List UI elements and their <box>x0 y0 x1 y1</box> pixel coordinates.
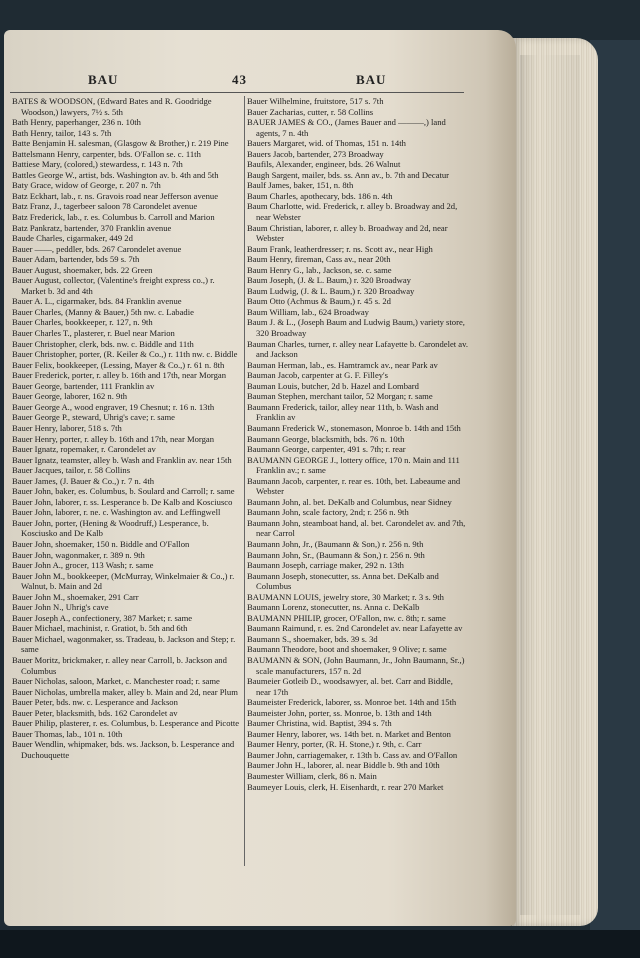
directory-entry: Bauer Charles, (Manny & Bauer,) 5th nw. c. Labadie <box>12 306 194 317</box>
directory-entry: Bauer John, shoemaker, 150 n. Biddle and O'Fallon <box>12 538 190 549</box>
directory-entry: Baumann S., shoemaker, bds. 39 s. 3d <box>247 633 378 644</box>
right-column <box>247 96 469 792</box>
directory-entry: Bauer George, bartender, 111 Franklin av <box>12 380 155 391</box>
directory-entry: Baum Henry, fireman, Cass av., near 20th <box>247 254 391 265</box>
directory-entry: Bauer Christopher, porter, (R. Keiler & Co.,) r. 11th nw. c. Biddle <box>12 349 238 360</box>
directory-entry: Batz Frederick, lab., r. es. Columbus b. Carroll and Marion <box>12 212 215 223</box>
directory-entry: Baum Henry G., lab., Jackson, se. c. same <box>247 264 392 275</box>
directory-entry: Bauer Adam, bartender, bds 59 s. 7th <box>12 254 140 265</box>
directory-entry: Bauer John A., grocer, 113 Wash; r. same <box>12 560 154 571</box>
directory-entry: Baufils, Alexander, engineer, bds. 26 Walnut <box>247 159 401 170</box>
directory-entry: Bauer Thomas, lab., 101 n. 10th <box>12 728 123 739</box>
directory-entry: Battelsmann Henry, carpenter, bds. O'Fallon se. c. 11th <box>12 148 201 159</box>
directory-entry: Baumann Frederick, tailor, alley near 11th, b. Wash and Franklin av <box>247 401 439 423</box>
directory-entry: Baumer Henry, porter, (R. H. Stone,) r. 9th, c. Carr <box>247 739 422 750</box>
directory-entry: Bauer A. L., cigarmaker, bds. 84 Franklin avenue <box>12 296 182 307</box>
directory-entry: Bauer George A., wood engraver, 19 Chesnut; r. 16 n. 13th <box>12 401 215 412</box>
running-head-left: BAU <box>88 72 119 87</box>
directory-entry: Bauer Michael, machinist, r. Gratiot, b. 5th and 6th <box>12 623 188 634</box>
directory-entry: Baumann John, Sr., (Baumann & Son,) r. 256 n. 9th <box>247 549 425 560</box>
directory-entry: Bauer Jacques, tailor, r. 58 Collins <box>12 465 131 476</box>
column-divider <box>244 96 245 866</box>
left-column <box>12 96 241 760</box>
directory-entry: Baum Charles, apothecary, bds. 186 n. 4th <box>247 190 393 201</box>
directory-entry: Bauman Jacob, carpenter at G. F. Filley's <box>247 370 388 381</box>
directory-entry: Bauman Herman, lab., es. Hamtramck av., near Park av <box>247 359 438 370</box>
directory-entry: Baude Charles, cigarmaker, 449 2d <box>12 233 133 244</box>
directory-entry: Baumeister Frederick, laborer, ss. Monroe bet. 14th and 15th <box>247 697 457 708</box>
directory-entry: Bauers Margaret, wid. of Thomas, 151 n. 14th <box>247 138 406 149</box>
directory-entry: Baumann Frederick W., stonemason, Monroe b. 14th and 15th <box>247 422 461 433</box>
directory-entry: Baum William, lab., 624 Broadway <box>247 306 369 317</box>
book-cover-bottom <box>0 930 640 958</box>
directory-entry: Baumer Christina, wid. Baptist, 394 s. 7th <box>247 718 392 729</box>
directory-entry: Bath Henry, paperhanger, 236 n. 10th <box>12 117 141 128</box>
directory-entry: Bauer George P., steward, Uhrig's cave; r. same <box>12 412 175 423</box>
directory-entry: Baum Ludwig, (J. & L. Baum,) r. 320 Broadway <box>247 285 415 296</box>
directory-entry: Baumann Theodore, boot and shoemaker, 9 Olive; r. same <box>247 644 447 655</box>
directory-entry: Bauer Henry, porter, r. alley b. 16th and 17th, near Morgan <box>12 433 215 444</box>
directory-entry: BAUER JAMES & CO., (James Bauer and ———,) land agents, 7 n. 4th <box>247 117 446 138</box>
directory-entry: Baumer John, carriagemaker, r. 13th b. Cass av. and O'Fallon <box>247 749 458 760</box>
running-head-right: BAU <box>356 72 387 87</box>
directory-entry: Bauer John, laborer, r. ss. Lesperance b. De Kalb and Kosciusco <box>12 496 233 507</box>
header-rule <box>10 92 464 93</box>
directory-entry: Bauer John, laborer, r. ne. c. Washington av. and Leffingwell <box>12 507 221 518</box>
directory-entry: Bauer Frederick, porter, r. alley b. 16th and 17th, near Morgan <box>12 370 227 381</box>
directory-entry: Baty Grace, widow of George, r. 207 n. 7th <box>12 180 161 191</box>
directory-entry: Baumann Jacob, carpenter, r. rear es. 10th, bet. Labeaume and Webster <box>247 475 461 497</box>
directory-entry: Bauer Michael, wagonmaker, ss. Tradeau, b. Jackson and Step; r. same <box>12 633 236 655</box>
directory-entry: Baumann Joseph, carriage maker, 292 n. 13th <box>247 560 404 571</box>
directory-entry: Bauer John N., Uhrig's cave <box>12 602 109 613</box>
directory-entry: Bauer Ignatz, teamster, alley b. Wash and Franklin av. near 15th <box>12 454 232 465</box>
directory-entry: Baumann John, steamboat hand, al. bet. Carondelet av. and 7th, near Carrol <box>247 517 466 539</box>
directory-entry: Bauman Louis, butcher, 2d b. Hazel and Lombard <box>247 380 419 391</box>
directory-entry: Bauer Wendlin, whipmaker, bds. ws. Jackson, b. Lesperance and Duchouquette <box>12 739 235 760</box>
directory-entry: Bauer Charles T., plasterer, r. Buel near Marion <box>12 328 175 339</box>
directory-entry: Bauer George, laborer, 162 n. 9th <box>12 391 127 402</box>
directory-entry: BAUMANN & SON, (John Baumann, Jr., John Baumann, Sr.,) scale manufacturers, 157 n. 2d <box>247 654 465 676</box>
directory-entry: Baumann Lorenz, stonecutter, ns. Anna c. DeKalb <box>247 602 420 613</box>
directory-entry: Bauer Henry, laborer, 518 s. 7th <box>12 422 122 433</box>
directory-entry: Batz Eckhart, lab., r. ns. Gravois road near Jefferson avenue <box>12 190 219 201</box>
directory-entry: Baulf James, baker, 151, n. 8th <box>247 180 354 191</box>
directory-entry: Baum Frank, leatherdresser; r. ns. Scott av., near High <box>247 243 433 254</box>
directory-entry: BATES & WOODSON, (Edward Bates and R. Goodridge Woodson,) lawyers, 7½ s. 5th <box>12 96 212 117</box>
directory-entry: Battles George W., artist, bds. Washington av. b. 4th and 5th <box>12 169 219 180</box>
directory-entry: Batz Franz, J., tagerbeer saloon 78 Carondelet avenue <box>12 201 198 212</box>
directory-entry: Bauer Peter, bds. nw. c. Lesperance and Jackson <box>12 697 178 708</box>
directory-entry: Bauer August, shoemaker, bds. 22 Green <box>12 264 153 275</box>
directory-entry: Baum Joseph, (J. & L. Baum,) r. 320 Broadway <box>247 275 411 286</box>
directory-entry: Bauer Zacharias, cutter, r. 58 Collins <box>247 106 374 117</box>
directory-entry: Bauer James, (J. Bauer & Co.,) r. 7 n. 4th <box>12 475 155 486</box>
directory-entry: Baugh Sargent, mailer, bds. ss. Ann av., b. 7th and Decatur <box>247 169 450 180</box>
directory-entry: Bauman Charles, turner, r. alley near Lafayette b. Carondelet av. and Jackson <box>247 338 469 360</box>
directory-entry: Bauer Charles, bookkeeper, r. 127, n. 9th <box>12 317 153 328</box>
directory-entry: Bauer John, wagonmaker, r. 389 n. 9th <box>12 549 145 560</box>
directory-entry: Baumeier Gotleib D., woodsawyer, al. bet. Carr and Biddle, near 17th <box>247 676 453 697</box>
directory-entry: Baumer Henry, laborer, ws. 14th bet. n. Market and Benton <box>247 728 451 739</box>
directory-entry: Baumester William, clerk, 86 n. Main <box>247 771 377 781</box>
directory-entry: Baumeyer Louis, clerk, H. Eisenhardt, r. rear 270 Market <box>247 781 444 792</box>
directory-entry: Bauer John, baker, es. Columbus, b. Soulard and Carroll; r. same <box>12 486 235 497</box>
directory-entry: Baumeister John, porter, ss. Monroe, b. 13th and 14th <box>247 707 432 718</box>
directory-entry: Baum Charlotte, wid. Frederick, r. alley b. Broadway and 2d, near Webster <box>247 201 458 223</box>
directory-entry: BAUMANN PHILIP, grocer, O'Fallon, nw. c. 8th; r. same <box>247 612 446 623</box>
directory-entry: Bauers Jacob, bartender, 273 Broadway <box>247 148 384 159</box>
directory-entry: Battiese Mary, (colored,) stewardess, r. 143 n. 7th <box>12 159 183 170</box>
directory-entry: Bauer Felix, bookkeeper, (Lessing, Mayer & Co.,) r. 61 n. 8th <box>12 359 225 370</box>
directory-entry: Bauer ——, peddler, bds. 267 Carondelet avenue <box>12 243 182 254</box>
directory-entry: Baumann George, carpenter, 491 s. 7th; r. rear <box>247 444 406 455</box>
directory-entry: Baumann John, Jr., (Baumann & Son,) r. 256 n. 9th <box>247 538 424 549</box>
directory-entry: Baumann George, blacksmith, bds. 76 n. 10th <box>247 433 405 444</box>
directory-entry: Bauer Philip, plasterer, r. es. Columbus, b. Lesperance and Picotte <box>12 718 240 729</box>
directory-entry: Baum Otto (Achmus & Baum,) r. 45 s. 2d <box>247 296 391 307</box>
directory-entry: Bath Henry, tailor, 143 s. 7th <box>12 127 112 138</box>
directory-entry: Bauer John M., bookkeeper, (McMurray, Winkelmaier & Co.,) r. Walnut, b. Main and 2d <box>12 570 235 592</box>
directory-entry: Baum J. & L., (Joseph Baum and Ludwig Baum,) variety store, 320 Broadway <box>247 317 465 339</box>
directory-entry: Baumann John, scale factory, 2nd; r. 256 n. 9th <box>247 507 409 518</box>
directory-entry: Baumann Raimund, r. es. 2nd Carondelet av. near Lafayette av <box>247 623 463 634</box>
directory-entry: Bauer Wilhelmine, fruitstore, 517 s. 7th <box>247 96 384 106</box>
directory-entry: Baum Christian, laborer, r. alley b. Broadway and 2d, near Webster <box>247 222 448 244</box>
directory-entry: Bauer August, collector, (Valentine's freight express co.,) r. Market b. 3d and 4th <box>12 275 215 296</box>
directory-entry: Bauman Stephen, merchant tailor, 52 Morgan; r. same <box>247 391 433 402</box>
directory-entry: Bauer Nicholas, saloon, Market, c. Manchester road; r. same <box>12 676 220 687</box>
page-number: 43 <box>232 72 247 87</box>
directory-entry: Bauer Nicholas, umbrella maker, alley b. Main and 2d, near Plum <box>12 686 238 697</box>
directory-entry: Batte Benjamin H. salesman, (Glasgow & Brother,) r. 219 Pine <box>12 138 229 149</box>
directory-entry: Bauer John M., shoemaker, 291 Carr <box>12 591 139 602</box>
directory-entry: Bauer Peter, blacksmith, bds. 162 Carondelet av <box>12 707 178 718</box>
directory-entry: Batz Pankratz, bartender, 370 Franklin avenue <box>12 222 172 233</box>
directory-entry: Baumann John, al. bet. DeKalb and Columbus, near Sidney <box>247 496 452 507</box>
directory-entry: Baumer John H., laborer, al. near Biddle b. 9th and 10th <box>247 760 440 771</box>
directory-entry: Bauer Ignatz, ropemaker, r. Carondelet av <box>12 444 156 455</box>
directory-entry: Bauer Moritz, brickmaker, r. alley near Carroll, b. Jackson and Columbus <box>12 654 227 676</box>
directory-entry: Bauer John, porter, (Hening & Woodruff,) Lesperance, b. Kosciusko and De Kalb <box>12 517 209 539</box>
directory-entry: Bauer Joseph A., confectionery, 387 Market; r. same <box>12 612 193 623</box>
directory-entry: Baumann Joseph, stonecutter, ss. Anna bet. DeKalb and Columbus <box>247 570 439 592</box>
directory-entry: BAUMANN LOUIS, jewelry store, 30 Market; r. 3 s. 9th <box>247 591 444 602</box>
directory-entry: BAUMANN GEORGE J., lottery office, 170 n. Main and 111 Franklin av.; r. same <box>247 454 460 476</box>
directory-entry: Bauer Christopher, clerk, bds. nw. c. Biddle and 11th <box>12 338 194 349</box>
